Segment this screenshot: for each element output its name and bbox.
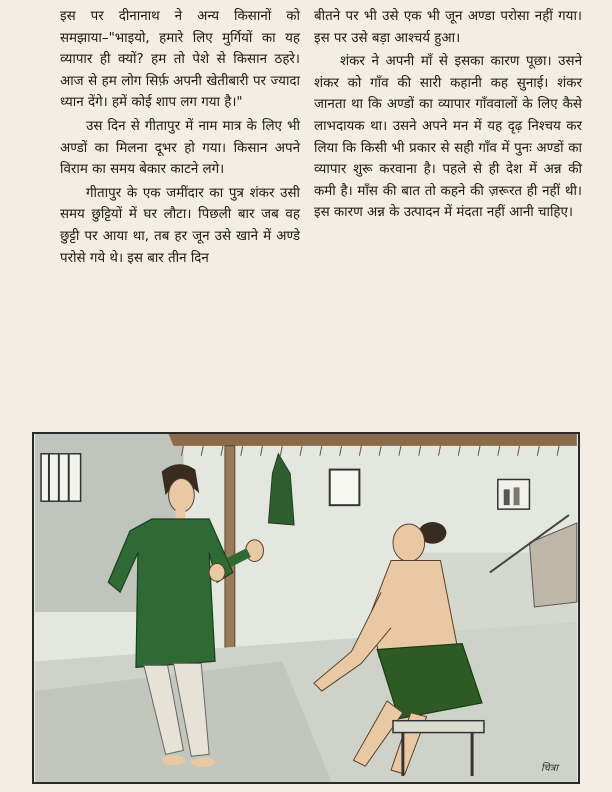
- story-illustration: [32, 432, 580, 784]
- left-paragraph-3: गीतापुर के एक जमींदार का पुत्र शंकर उसी समय छुट्टियों में घर लौटा। पिछली बार जब वह छुट्टी पर आया था, तब हर जून उसे खाने में अण्डे परोसे गये थे। इस बार तीन दिन: [60, 185, 300, 266]
- right-paragraph-1: बीतने पर भी उसे एक भी जून अण्डा परोसा नहीं गया। इस पर उसे बड़ा आश्चर्य हुआ।: [314, 9, 582, 46]
- right-text-column: [314, 6, 582, 224]
- artist-signature: चित्रा: [540, 763, 558, 774]
- left-paragraph-1: इस पर दीनानाथ ने अन्य किसानों को समझाया–"भाइयो, हमारे लिए मुर्गियों का यह व्यापार ही क्यों? हम तो पेशे से किसान ठहरे। आज से हम लोग सिर्फ़ अपनी खेतीबारी पर ज्यादा ध्यान देंगे। हमें कोई शाप लग गया है।": [60, 9, 300, 111]
- barred-window: [41, 454, 81, 501]
- left-paragraph-2: उस दिन से गीतापुर में नाम मात्र के लिए भी अण्डों का मिलना दूभर हो गया। किसान अपने विराम का समय बेकार काटने लगे।: [60, 118, 300, 178]
- right-paragraph-2: शंकर ने अपनी माँ से इसका कारण पूछा। उसने शंकर को गाँव की सारी कहानी कह सुनाई। शंकर जानता था कि अण्डों का व्यापार गाँववालों के लिए कैसे लाभदायक था। उसने अपने मन में यह दृढ़ निश्चय कर लिया कि किसी भी प्रकार से सही गाँव में पुनः अण्डों का व्यापार शुरू करवाना है। पहले से ही देश में अन्न की कमी है। माँस की बात तो कहने की ज़रूरत ही नहीं थी। इस कारण अन्न के उत्पादन में मंदता नहीं आनी चाहिए।: [314, 54, 582, 221]
- illustration-drawing: [34, 434, 578, 782]
- roof-beam: [169, 434, 577, 446]
- left-text-column: [60, 6, 300, 269]
- wall-frame: [330, 470, 360, 506]
